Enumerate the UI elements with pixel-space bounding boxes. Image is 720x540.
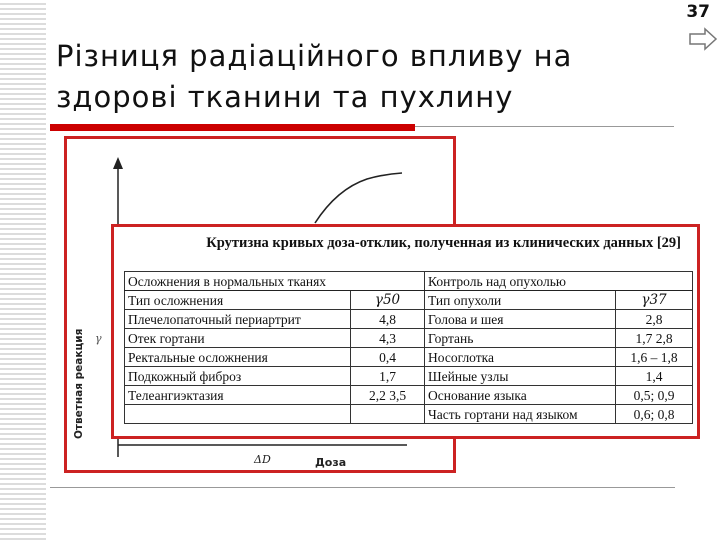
title-underline-red <box>50 124 415 131</box>
gamma50-cell: 1,7 <box>351 367 425 386</box>
gamma37-cell: 1,7 2,8 <box>616 329 693 348</box>
y-axis-arrow <box>113 157 123 169</box>
complication-cell: Подкожный фиброз <box>125 367 351 386</box>
normal-tissue-header: Осложнения в нормальных тканях <box>125 272 425 291</box>
gamma50-cell: 0,4 <box>351 348 425 367</box>
striped-margin <box>0 0 46 540</box>
table-row <box>125 310 693 329</box>
gamma37-cell: 2,8 <box>616 310 693 329</box>
complication-cell: Ректальные осложнения <box>125 348 351 367</box>
complication-type-header: Тип осложнения <box>125 291 351 310</box>
tumor-cell: Основание языка <box>425 386 616 405</box>
next-arrow-icon[interactable] <box>688 26 718 52</box>
complication-cell: Телеангиэктазия <box>125 386 351 405</box>
complication-cell <box>125 405 351 424</box>
x-axis-label: Доза <box>315 456 347 469</box>
gamma37-cell: 1,6 – 1,8 <box>616 348 693 367</box>
dose-response-table-panel <box>111 224 700 439</box>
table-row <box>125 348 693 367</box>
table-group-header-row <box>125 272 693 291</box>
complication-cell: Плечелопаточный периартрит <box>125 310 351 329</box>
table-row <box>125 405 693 424</box>
delta-dose-label: ΔD <box>254 453 271 466</box>
footer-rule <box>50 487 675 488</box>
gamma50-cell: 4,3 <box>351 329 425 348</box>
slide-title: Різниця радіаційного впливу на здорові тканини та пухлину <box>56 39 573 114</box>
table-caption: Крутизна кривых доза-отклик, полученная из клинических данных [29] <box>206 235 681 251</box>
gamma37-cell: 1,4 <box>616 367 693 386</box>
table-row <box>125 367 693 386</box>
gamma-label: γ <box>95 332 102 345</box>
gamma50-cell: 2,2 3,5 <box>351 386 425 405</box>
table-row <box>125 386 693 405</box>
gamma50-header: γ50 <box>351 291 425 310</box>
tumor-cell: Шейные узлы <box>425 367 616 386</box>
gamma50-cell: 4,8 <box>351 310 425 329</box>
tumor-cell: Гортань <box>425 329 616 348</box>
table-column-header-row <box>125 291 693 310</box>
dose-response-table <box>124 271 693 424</box>
gamma37-header: γ37 <box>616 291 693 310</box>
complication-cell: Отек гортани <box>125 329 351 348</box>
tumor-control-header: Контроль над опухолью <box>425 272 693 291</box>
y-axis-label: Ответная реакция <box>73 328 85 439</box>
table-row <box>125 329 693 348</box>
tumor-type-header: Тип опухоли <box>425 291 616 310</box>
gamma37-cell: 0,5; 0,9 <box>616 386 693 405</box>
tumor-cell: Часть гортани над языком <box>425 405 616 424</box>
slide-number: 37 <box>686 2 710 22</box>
gamma50-cell <box>351 405 425 424</box>
gamma37-cell: 0,6; 0,8 <box>616 405 693 424</box>
dose-response-curve <box>315 173 402 223</box>
tumor-cell: Голова и шея <box>425 310 616 329</box>
tumor-cell: Носоглотка <box>425 348 616 367</box>
title-underline-grey <box>415 126 674 127</box>
